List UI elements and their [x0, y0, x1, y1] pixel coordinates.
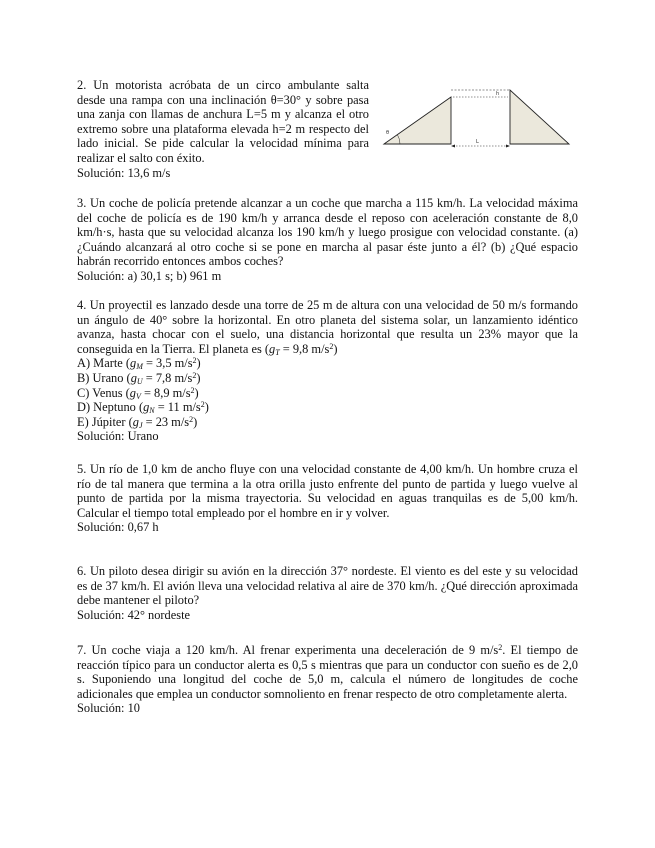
- ramp-diagram: [380, 84, 575, 154]
- option-label: E) Júpiter (: [77, 414, 133, 429]
- option-exponent: 2: [192, 356, 197, 366]
- option-value: = 7,8 m/s: [142, 370, 193, 385]
- g-subscript-earth: T: [275, 347, 280, 357]
- earth-g-value: = 9,8 m/s: [279, 341, 330, 356]
- problem-6-solution: Solución: 42° nordeste: [77, 607, 191, 622]
- problem-7-solution: Solución: 10: [77, 701, 140, 716]
- option-label: D) Neptuno (: [77, 400, 144, 415]
- option-exponent: 2: [189, 414, 194, 424]
- l-arrow-right: [506, 145, 510, 148]
- problem-5: [77, 462, 578, 535]
- option-label: B) Urano (: [77, 370, 131, 385]
- problem-7-text-a: 7. Un coche viaja a 120 km/h. Al frenar experimenta una deceleración de 9 m/s: [77, 643, 499, 657]
- option-close: ): [194, 385, 199, 400]
- option-value: = 8,9 m/s: [140, 385, 191, 400]
- problem-4: [77, 298, 578, 444]
- problem-4-text: [77, 298, 578, 356]
- theta-label: θ: [386, 130, 390, 136]
- option-close: ): [196, 370, 201, 385]
- option-value: = 11 m/s: [154, 400, 201, 415]
- problem-7: [77, 643, 578, 716]
- option-exponent: 2: [192, 370, 197, 380]
- g-subscript: V: [135, 391, 141, 401]
- g-subscript: J: [138, 420, 143, 430]
- earth-g-exponent: 2: [329, 341, 334, 351]
- option-value: = 23 m/s: [142, 414, 190, 429]
- g-symbol: g: [130, 370, 137, 385]
- problem-2-solution: Solución: 13,6 m/s: [77, 165, 171, 180]
- option-label: A) Marte (: [77, 356, 130, 371]
- option-e[interactable]: [77, 415, 578, 430]
- g-symbol: g: [132, 414, 139, 429]
- g-symbol: g: [129, 385, 136, 400]
- g-symbol: g: [269, 341, 276, 356]
- option-close: ): [193, 414, 198, 429]
- l-label: L: [476, 139, 479, 145]
- problem-6-text: 6. Un piloto desea dirigir su avión en la dirección 37° nordeste. El viento es del este y su velocidad es de 37 km/h. El avión lleva una velocidad relativa al aire de 370 km/h. ¿Qué dirección aproximada debe mantener el piloto?: [77, 564, 578, 608]
- problem-7-exponent: 2: [498, 643, 503, 652]
- problem-4-stem: 4. Un proyectil es lanzado desde una torre de 25 m de altura con una velocidad de 50 m/s formando un ángulo de 40° sobre la horizontal. En otro planeta del sistema solar, un lanzamiento idéntico avanza, hasta chocar con el suelo, una distancia horizontal que resulta un 23% mayor que la conseguida en la Tierra. El planeta es (: [77, 298, 578, 356]
- problem-3-text: 3. Un coche de policía pretende alcanzar a un coche que marcha a 115 km/h. La velocidad máxima del coche de policía es de 190 km/h y arranca desde el reposo con aceleración constante de 8,0 km/h·s, hasta que su velocidad alcanza los 190 km/h y luego prosigue con velocidad constante. (a) ¿Cuándo alcanzará al otro coche si se pone en marcha al pasar éste junto a él? (b) ¿Qué espacio habrán recorrido entonces ambos coches?: [77, 196, 578, 269]
- problem-7-text-b: . El tiempo de reacción típico para un conductor alerta es 0,5 s mientras que para un conductor con sueño es de 2,0 s. Suponiendo una longitud del coche de 5,0 m, calcula el número de longitudes de coche adicionales que emplea un conductor somnoliento en frenar respecto de otro completamente alerta.: [77, 643, 578, 701]
- earth-g-close: ): [333, 341, 338, 356]
- planet-options: [77, 356, 578, 429]
- option-c[interactable]: [77, 386, 578, 401]
- problem-2: [77, 78, 369, 180]
- h-label: h: [496, 91, 500, 97]
- option-label: C) Venus (: [77, 385, 130, 400]
- g-symbol: g: [143, 400, 150, 415]
- problem-4-solution: Solución: Urano: [77, 429, 159, 444]
- problem-5-text: 5. Un río de 1,0 km de ancho fluye con una velocidad constante de 4,00 km/h. Un hombre cruza el río de tal manera que termina a la otra orilla justo enfrente del punto de partida y luego vuelve al punto de partida por la misma trayectoria. Su velocidad en aguas tranquilas es de 5,00 km/h. Calcular el tiempo total empleado por el hombre en ir y volver.: [77, 462, 578, 520]
- option-a[interactable]: [77, 356, 578, 371]
- problem-2-text: 2. Un motorista acróbata de un circo ambulante salta desde una rampa con una inclinación θ=30° y sobre pasa una zanja con llamas de anchura L=5 m y alcanza el otro extremo sobre una plataforma elevada h=2 m respecto del lado inicial. Se pide calcular la velocidad mínima para realizar el salto con éxito.: [77, 78, 369, 165]
- option-value: = 3,5 m/s: [142, 356, 193, 371]
- problem-7-text: [77, 643, 578, 701]
- left-ramp: [384, 97, 451, 144]
- g-subscript: N: [149, 406, 155, 416]
- problem-3: [77, 196, 578, 284]
- right-platform: [510, 90, 569, 144]
- option-d[interactable]: [77, 400, 578, 415]
- problem-6: [77, 564, 578, 622]
- option-close: ): [204, 400, 209, 415]
- problem-3-solution: Solución: a) 30,1 s; b) 961 m: [77, 268, 222, 283]
- problem-5-solution: Solución: 0,67 h: [77, 520, 159, 535]
- g-subscript: U: [136, 376, 143, 386]
- option-exponent: 2: [200, 400, 205, 410]
- option-close: ): [196, 356, 201, 371]
- option-b[interactable]: [77, 371, 578, 386]
- g-symbol: g: [129, 356, 137, 371]
- l-arrow-left: [451, 145, 455, 148]
- g-subscript: M: [136, 362, 143, 372]
- option-exponent: 2: [190, 385, 195, 395]
